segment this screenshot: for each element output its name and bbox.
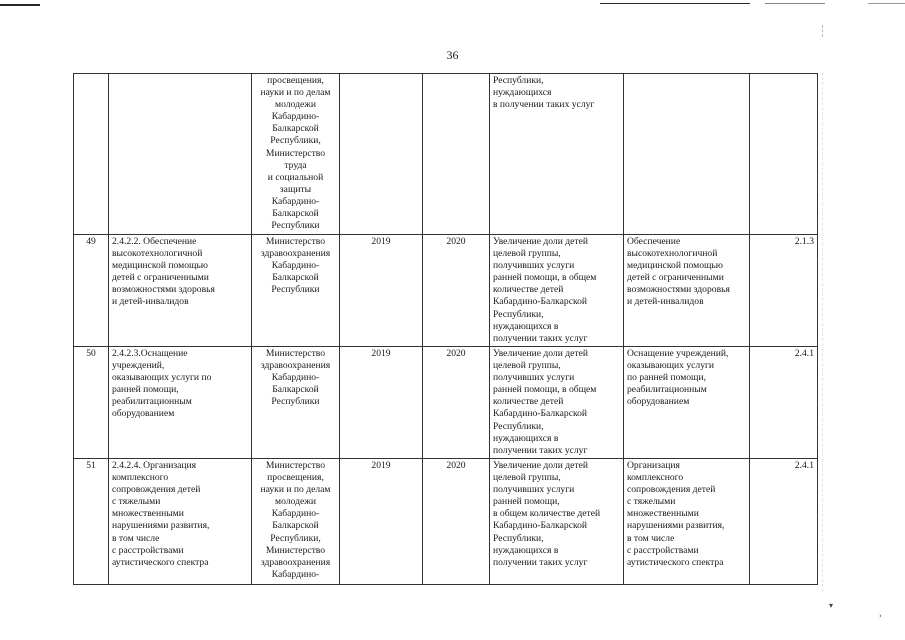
- executor: Министерство здравоохранения Кабардино- Балкарской Республики: [252, 347, 340, 459]
- row-number: 50: [74, 347, 109, 459]
- reference-code: 2.4.1: [750, 459, 818, 585]
- start-year: 2019: [340, 459, 423, 585]
- reference-code: [750, 74, 818, 235]
- measure-name: 2.4.2.3.Оснащение учреждений, оказывающих услуги по ранней помощи, реабилитационным оборудованием: [109, 347, 252, 459]
- indicator: Увеличение доли детей целевой группы, получивших услуги ранней помощи, в общем количестве детей Кабардино-Балкарской Республики, нуждающихся в получении таких услуг: [490, 347, 624, 459]
- reference-code: 2.4.1: [750, 347, 818, 459]
- scan-artifact-right-dash: [822, 25, 823, 37]
- table-row: [74, 235, 818, 347]
- table-row: [74, 347, 818, 459]
- scan-artifact-top-right: [765, 3, 825, 4]
- reference-code: 2.1.3: [750, 235, 818, 347]
- scan-artifact-top-left: [0, 4, 40, 6]
- end-year: [423, 74, 490, 235]
- measure-name: 2.4.2.2. Обеспечение высокотехнологичной медицинской помощью детей с ограниченными возможностями здоровья и детей-инвалидов: [109, 235, 252, 347]
- row-number: 49: [74, 235, 109, 347]
- executor: Министерство просвещения, науки и по делам молодежи Кабардино- Балкарской Республики, Министерство здравоохранения Кабардино-: [252, 459, 340, 585]
- executor: Министерство здравоохранения Кабардино- Балкарской Республики: [252, 235, 340, 347]
- row-number: 51: [74, 459, 109, 585]
- measure-name: 2.4.2.4. Организация комплексного сопровождения детей с тяжелыми множественными нарушениями развития, в том числе с расстройствами аутистического спектра: [109, 459, 252, 585]
- start-year: 2019: [340, 347, 423, 459]
- executor: просвещения, науки и по делам молодежи Кабардино- Балкарской Республики, Министерство труда и социальной защиты Кабардино- Балкарской Республики: [252, 74, 340, 235]
- expected-result: Организация комплексного сопровождения детей с тяжелыми множественными нарушениями развития, в том числе с расстройствами аутистического спектра: [624, 459, 750, 585]
- indicator: Республики, нуждающихся в получении таких услуг: [490, 74, 624, 235]
- program-table: [73, 73, 818, 585]
- scan-artifact-right-dash-2: [822, 72, 823, 592]
- end-year: 2020: [423, 347, 490, 459]
- table-row: [74, 74, 818, 235]
- page-number: 36: [446, 48, 459, 62]
- end-year: 2020: [423, 459, 490, 585]
- scan-artifact-top-center: [600, 3, 750, 4]
- measure-name: [109, 74, 252, 235]
- end-year: 2020: [423, 235, 490, 347]
- indicator: Увеличение доли детей целевой группы, получивших услуги ранней помощи, в общем количестве детей Кабардино-Балкарской Республики, нуждающихся в получении таких услуг: [490, 459, 624, 585]
- row-number: [74, 74, 109, 235]
- start-year: [340, 74, 423, 235]
- scan-artifact-top-far-right: [868, 3, 905, 4]
- indicator: Увеличение доли детей целевой группы, получивших услуги ранней помощи, в общем количестве детей Кабардино-Балкарской Республики, нуждающихся в получении таких услуг: [490, 235, 624, 347]
- scan-artifact-bottom-mark-2: ›: [879, 611, 882, 620]
- table-row: [74, 459, 818, 585]
- expected-result: Обеспечение высокотехнологичной медицинской помощью детей с ограниченными возможностями здоровья и детей-инвалидов: [624, 235, 750, 347]
- expected-result: Оснащение учреждений, оказывающих услуги по ранней помощи, реабилитационным оборудованием: [624, 347, 750, 459]
- start-year: 2019: [340, 235, 423, 347]
- expected-result: [624, 74, 750, 235]
- scan-artifact-bottom-mark: ▾: [829, 601, 834, 610]
